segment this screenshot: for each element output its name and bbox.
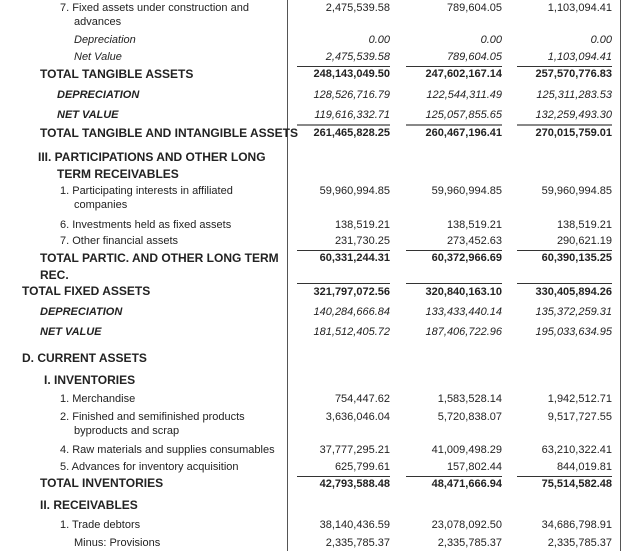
value-col3: 0.00 xyxy=(590,34,612,46)
value-col2: 320,840,163.10 xyxy=(425,286,502,298)
column-border-right xyxy=(620,0,621,551)
value-col1: 0.00 xyxy=(368,34,390,46)
value-col2: 1,583,528.14 xyxy=(437,393,502,405)
value-col3: 34,686,798.91 xyxy=(541,519,612,531)
value-col3: 125,311,283.53 xyxy=(536,89,612,101)
row-label-line1: TOTAL PARTIC. AND OTHER LONG TERM xyxy=(40,251,279,265)
value-col1: 37,777,295.21 xyxy=(319,444,390,456)
row-label: TOTAL TANGIBLE ASSETS xyxy=(40,67,194,81)
section-heading: I. INVENTORIES xyxy=(44,373,136,387)
value-col2: 0.00 xyxy=(480,34,502,46)
value-col1: 625,799.61 xyxy=(334,461,390,473)
row-label: 6. Investments held as fixed assets xyxy=(60,219,232,231)
value-col2: 23,078,092.50 xyxy=(431,519,502,531)
value-col3: 60,390,135.25 xyxy=(541,252,612,264)
value-col2: 41,009,498.29 xyxy=(431,444,502,456)
value-col2: 122,544,311.49 xyxy=(426,89,502,101)
value-col3: 257,570,776.83 xyxy=(535,68,612,80)
value-col3: 138,519.21 xyxy=(556,219,612,231)
row-label: Depreciation xyxy=(74,34,136,46)
value-col1: 3,636,046.04 xyxy=(325,411,390,423)
row-label-line1: 2. Finished and semifinished products xyxy=(60,411,245,423)
value-col3: 330,405,894.26 xyxy=(535,286,612,298)
value-col1: 128,526,716.79 xyxy=(313,89,390,101)
row-label-line2: REC. xyxy=(40,268,69,282)
value-col1: 60,331,244.31 xyxy=(319,252,390,264)
value-col1: 321,797,072.56 xyxy=(313,286,390,298)
value-col2: 5,720,838.07 xyxy=(437,411,502,423)
value-col3: 132,259,493.30 xyxy=(535,109,612,121)
value-col1: 181,512,405.72 xyxy=(313,326,390,338)
value-col1: 59,960,994.85 xyxy=(319,185,390,197)
row-label: NET VALUE xyxy=(57,109,119,121)
value-col2: 133,433,440.14 xyxy=(425,306,502,318)
value-col1: 138,519.21 xyxy=(334,219,390,231)
value-col1: 140,284,666.84 xyxy=(313,306,390,318)
value-col1: 261,465,828.25 xyxy=(313,127,390,139)
value-col2: 138,519.21 xyxy=(446,219,502,231)
section-heading: II. RECEIVABLES xyxy=(40,498,138,512)
row-label-line2: advances xyxy=(74,16,122,28)
row-label: TOTAL FIXED ASSETS xyxy=(22,284,151,298)
value-col1: 38,140,436.59 xyxy=(319,519,390,531)
value-col2: 789,604.05 xyxy=(446,51,502,63)
value-col1: 2,335,785.37 xyxy=(325,537,390,549)
value-col3: 135,372,259.31 xyxy=(535,306,612,318)
row-label xyxy=(60,1,280,29)
value-col2: 60,372,966.69 xyxy=(431,252,502,264)
row-label: 7. Other financial assets xyxy=(60,235,179,247)
total-rule xyxy=(517,283,612,284)
value-col2: 247,602,167.14 xyxy=(425,68,502,80)
value-col1: 119,616,332.71 xyxy=(314,109,390,121)
value-col2: 59,960,994.85 xyxy=(431,185,502,197)
row-label: 5. Advances for inventory acquisition xyxy=(60,461,239,473)
value-col2: 48,471,666.94 xyxy=(431,478,502,490)
value-col3: 63,210,322.41 xyxy=(541,444,612,456)
value-col3: 9,517,727.55 xyxy=(547,411,612,423)
row-label: 1. Trade debtors xyxy=(60,519,141,531)
row-label xyxy=(60,410,285,438)
value-col2: 157,802.44 xyxy=(446,461,502,473)
value-col3: 1,103,094.41 xyxy=(547,2,612,14)
value-col3: 195,033,634.95 xyxy=(535,326,612,338)
row-label-line2: companies xyxy=(74,199,128,211)
value-col2: 125,057,855.65 xyxy=(425,109,502,121)
value-col3: 59,960,994.85 xyxy=(541,185,612,197)
value-col3: 75,514,582.48 xyxy=(541,478,612,490)
value-col2: 260,467,196.41 xyxy=(425,127,502,139)
row-label: DEPRECIATION xyxy=(57,89,140,101)
value-col2: 789,604.05 xyxy=(446,2,502,14)
value-col2: 187,406,722.96 xyxy=(425,326,502,338)
value-col3: 1,942,512.71 xyxy=(547,393,612,405)
row-label xyxy=(40,250,280,284)
section-heading-line2: TERM RECEIVABLES xyxy=(57,167,179,181)
row-label: Net Value xyxy=(74,51,122,63)
value-col1: 2,475,539.58 xyxy=(325,2,390,14)
row-label xyxy=(60,184,280,212)
row-label-line1: 7. Fixed assets under construction and xyxy=(60,2,249,14)
total-rule xyxy=(297,283,390,284)
row-label: TOTAL INVENTORIES xyxy=(40,476,164,490)
row-label: NET VALUE xyxy=(40,326,102,338)
row-label: Minus: Provisions xyxy=(74,537,161,549)
row-label: DEPRECIATION xyxy=(40,306,123,318)
value-col1: 2,475,539.58 xyxy=(325,51,390,63)
value-col3: 2,335,785.37 xyxy=(547,537,612,549)
value-col1: 754,447.62 xyxy=(334,393,390,405)
value-col1: 42,793,588.48 xyxy=(319,478,390,490)
row-label: 4. Raw materials and supplies consumables xyxy=(60,444,275,456)
section-heading-line1: III. PARTICIPATIONS AND OTHER LONG xyxy=(38,150,266,164)
row-label-line1: 1. Participating interests in affiliated xyxy=(60,185,233,197)
total-rule xyxy=(406,283,502,284)
row-label: 1. Merchandise xyxy=(60,393,136,405)
value-col1: 231,730.25 xyxy=(334,235,390,247)
value-col1: 248,143,049.50 xyxy=(313,68,390,80)
value-col2: 2,335,785.37 xyxy=(437,537,502,549)
section-heading xyxy=(38,149,278,183)
row-label: TOTAL TANGIBLE AND INTANGIBLE ASSETS xyxy=(40,126,298,140)
value-col3: 1,103,094.41 xyxy=(547,51,612,63)
value-col3: 844,019.81 xyxy=(556,461,612,473)
row-label-line2: byproducts and scrap xyxy=(74,425,180,437)
value-col3: 290,621.19 xyxy=(556,235,612,247)
value-col3: 270,015,759.01 xyxy=(535,127,612,139)
section-heading: D. CURRENT ASSETS xyxy=(22,351,147,365)
value-col2: 273,452.63 xyxy=(446,235,502,247)
